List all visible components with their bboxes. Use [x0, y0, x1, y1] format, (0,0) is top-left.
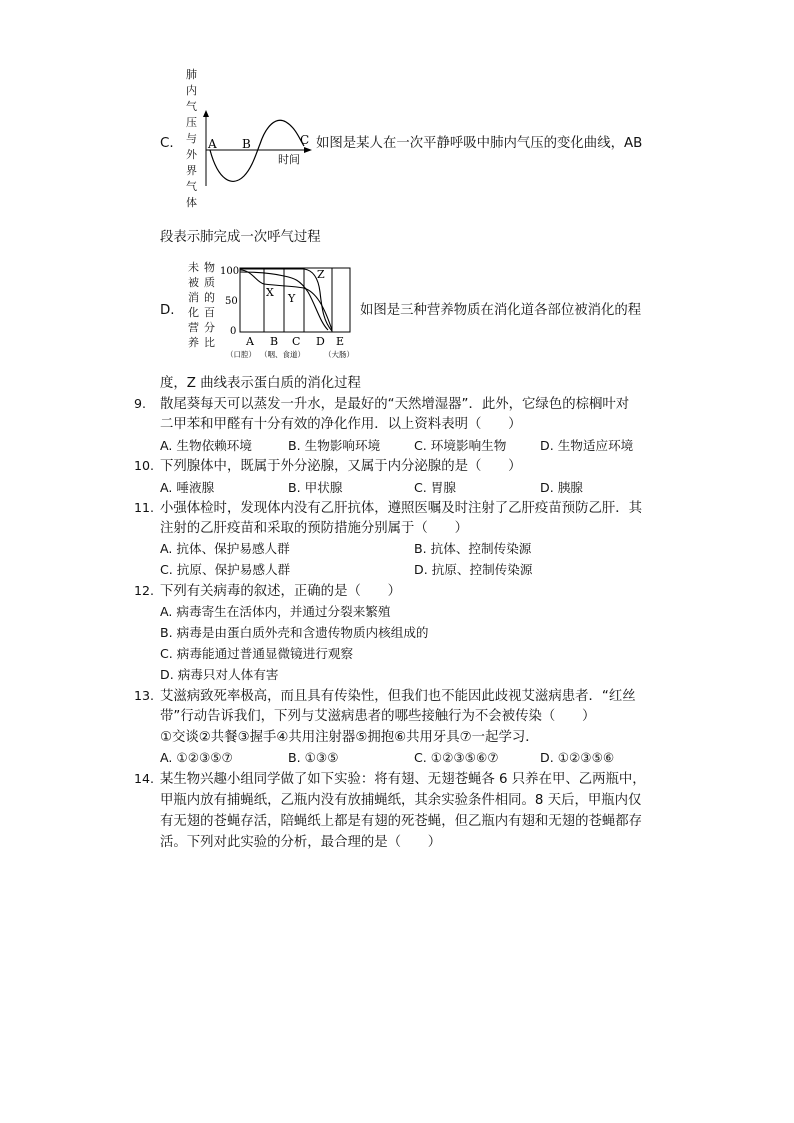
- curve-z-label: Z: [317, 268, 325, 281]
- option-d-text: 如图是三种营养物质在消化道各部位被消化的程: [360, 303, 642, 318]
- q12-option-d: D. 病毒只对人体有害: [160, 667, 279, 682]
- tick-50: 50: [225, 296, 238, 307]
- point-b-label: B: [242, 137, 251, 151]
- curve-y-label: Y: [288, 292, 296, 305]
- option-d-ylabel-left-char: 养: [188, 336, 199, 349]
- point-c-label: C: [300, 133, 310, 147]
- q13-option-a: A. ①②③⑤⑦: [160, 750, 233, 765]
- q12-option-c: C. 病毒能通过普通显微镜进行观察: [160, 646, 354, 661]
- q13-line3: ①交谈②共餐③握手④共用注射器⑤拥抱⑥共用牙具⑦一起学习．: [160, 730, 539, 745]
- q9-number: 9.: [134, 396, 147, 411]
- q10-option-a: A. 唾液腺: [160, 480, 215, 495]
- option-d-ylabel-right-char: 比: [204, 336, 215, 349]
- option-c-text-continued: 段表示肺完成一次呼气过程: [160, 230, 321, 245]
- option-d-ylabel-left-char: 被: [188, 276, 199, 289]
- tick-100: 100: [220, 266, 240, 277]
- q14-line2: 甲瓶内放有捕蝇纸，乙瓶内没有放捕蝇纸，其余实验条件相同。8 天后，甲瓶内仅: [160, 793, 642, 808]
- option-d-ylabel-right-char: 百: [204, 306, 215, 319]
- option-d-ylabel-left-char: 未: [188, 261, 199, 274]
- option-c-ylabel-char: 肺: [186, 68, 197, 81]
- x-note-large: （大肠）: [324, 350, 354, 359]
- q14-number: 14.: [134, 771, 155, 786]
- q12-number: 12.: [134, 583, 155, 598]
- curve-x-label: X: [266, 286, 274, 299]
- q12-line1: 下列有关病毒的叙述，正确的是（ ）: [160, 584, 402, 599]
- q13-option-c: C. ①②③⑤⑥⑦: [414, 750, 499, 765]
- option-c-ylabel-char: 内: [186, 84, 197, 97]
- q13-number: 13.: [134, 688, 155, 703]
- option-d-ylabel-right-char: 的: [204, 291, 215, 304]
- q14-line1: 某生物兴趣小组同学做了如下实验：将有翅、无翅苍蝇各 6 只养在甲、乙两瓶中，: [160, 772, 646, 787]
- option-d-letter: D.: [160, 303, 175, 318]
- x-letter-c: C: [292, 335, 301, 348]
- option-c-ylabel-char: 气: [186, 180, 197, 193]
- q10-line1: 下列腺体中，既属于外分泌腺，又属于内分泌腺的是（ ）: [160, 459, 522, 474]
- option-c-text: 如图是某人在一次平静呼吸中肺内气压的变化曲线，AB: [316, 136, 643, 151]
- option-d-ylabel-left-char: 营: [188, 321, 199, 334]
- option-c-ylabel-char: 界: [186, 164, 197, 177]
- q12-option-b: B. 病毒是由蛋白质外壳和含遗传物质内核组成的: [160, 625, 429, 640]
- option-d-text-continued: 度，Z 曲线表示蛋白质的消化过程: [160, 376, 361, 391]
- q9-line2: 二甲苯和甲醛有十分有效的净化作用．以上资料表明（ ）: [160, 417, 522, 432]
- q11-option-d: D. 抗原、控制传染源: [414, 562, 533, 577]
- q13-option-d: D. ①②③⑤⑥: [540, 750, 615, 765]
- q11-line1: 小强体检时，发现体内没有乙肝抗体，遵照医嘱及时注射了乙肝疫苗预防乙肝．其: [160, 501, 643, 516]
- q14-line4: 活。下列对此实验的分析，最合理的是（ ）: [160, 835, 442, 850]
- q11-option-a: A. 抗体、保护易感人群: [160, 541, 290, 556]
- point-a-label: A: [208, 137, 217, 151]
- option-c-x-axis-label: 时间: [278, 153, 300, 166]
- q9-option-a: A. 生物依赖环境: [160, 438, 252, 453]
- x-letter-d: D: [316, 335, 325, 348]
- q11-number: 11.: [134, 500, 155, 515]
- q9-option-d: D. 生物适应环境: [540, 438, 634, 453]
- option-c-ylabel-char: 与: [186, 132, 197, 145]
- option-c-pressure-chart: [200, 110, 330, 220]
- q10-number: 10.: [134, 458, 155, 473]
- q11-option-b: B. 抗体、控制传染源: [414, 541, 532, 556]
- option-c-ylabel-char: 体: [186, 196, 197, 209]
- q9-line1: 散尾葵每天可以蒸发一升水，是最好的“天然增湿器”．此外，它绿色的棕榈叶对: [160, 397, 630, 412]
- q13-line1: 艾滋病致死率极高，而且具有传染性，但我们也不能因此歧视艾滋病患者．“红丝: [160, 689, 636, 704]
- tick-0: 0: [230, 326, 237, 337]
- q9-option-c: C. 环境影响生物: [414, 438, 507, 453]
- option-d-ylabel-left-char: 化: [188, 306, 199, 319]
- q10-option-d: D. 胰腺: [540, 480, 583, 495]
- option-c-letter: C.: [160, 136, 174, 151]
- q14-line3: 有无翅的苍蝇存活，陪蝇纸上都是有翅的死苍蝇，但乙瓶内有翅和无翅的苍蝇都存: [160, 814, 643, 829]
- option-d-ylabel-right-char: 分: [204, 321, 215, 334]
- option-c-ylabel-char: 气: [186, 100, 197, 113]
- x-letter-b: B: [270, 335, 279, 348]
- option-d-ylabel-right-char: 质: [204, 276, 215, 289]
- x-note-mouth: （口腔）: [226, 350, 256, 359]
- x-note-throat: （咽、食道）: [260, 350, 305, 359]
- q10-option-b: B. 甲状腺: [288, 480, 343, 495]
- q11-option-c: C. 抗原、保护易感人群: [160, 562, 291, 577]
- x-letter-a: A: [246, 335, 254, 348]
- option-d-ylabel-left-char: 消: [188, 291, 199, 304]
- option-c-ylabel-char: 压: [186, 116, 197, 129]
- q12-option-a: A. 病毒寄生在活体内，并通过分裂来繁殖: [160, 604, 391, 619]
- q9-option-b: B. 生物影响环境: [288, 438, 381, 453]
- q13-option-b: B. ①③⑤: [288, 750, 339, 765]
- option-d-ylabel-right-char: 物: [204, 261, 215, 274]
- q11-line2: 注射的乙肝疫苗和采取的预防措施分别属于（ ）: [160, 521, 468, 536]
- q10-option-c: C. 胃腺: [414, 480, 456, 495]
- q13-line2: 带”行动告诉我们，下列与艾滋病患者的哪些接触行为不会被传染（ ）: [160, 709, 596, 724]
- x-letter-e: E: [336, 335, 345, 348]
- option-c-ylabel-char: 外: [186, 148, 197, 161]
